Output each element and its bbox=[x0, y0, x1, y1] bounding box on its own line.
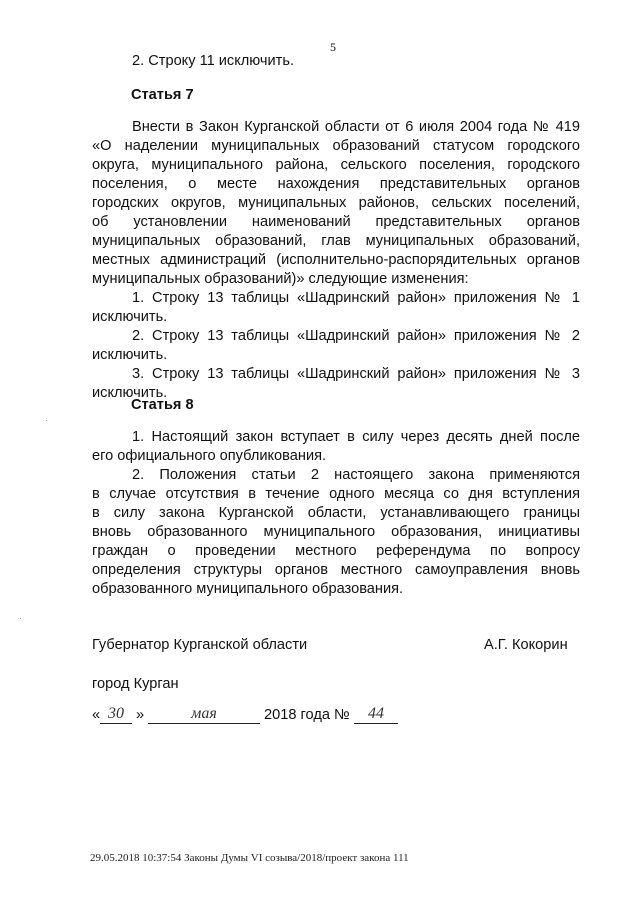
article7-heading: Статья 7 bbox=[131, 87, 194, 103]
article8-line: в силу закона Курганской области, устанавливающего границы bbox=[92, 505, 580, 521]
article8-line: 1. Настоящий закон вступает в силу через десять дней после bbox=[132, 429, 580, 445]
article8-body bbox=[92, 428, 580, 599]
article7-line: исключить. bbox=[92, 385, 168, 401]
number-value: 44 bbox=[368, 705, 384, 722]
article7-line: муниципальных образований, глав муниципальных образований, bbox=[92, 233, 580, 249]
article7-line: местных администраций (исполнительно-распорядительных органов bbox=[92, 252, 580, 268]
month-field bbox=[148, 705, 260, 724]
page-number: 5 bbox=[330, 40, 336, 54]
day-field bbox=[100, 705, 132, 724]
article8-line: в случае отсутствия в течение одного месяца со дня вступления bbox=[92, 486, 580, 502]
article8-line: определения структуры органов местного самоуправления вновь bbox=[92, 562, 580, 578]
article7-body bbox=[92, 118, 580, 403]
article7-line: поселения, о месте нахождения представительных органов bbox=[92, 176, 580, 192]
intro-item: 2. Строку 11 исключить. bbox=[132, 53, 295, 69]
year-text: 2018 года № bbox=[264, 707, 350, 723]
date-line bbox=[92, 702, 412, 726]
article8-line: граждан о проведении местного референдума по вопросу bbox=[92, 543, 580, 559]
article7-line: исключить. bbox=[92, 309, 168, 325]
article8-line: образованного муниципального образования. bbox=[92, 581, 404, 597]
day-value: 30 bbox=[108, 705, 124, 722]
article8-line: его официального опубликования. bbox=[92, 448, 327, 464]
article7-line: округа, муниципального района, сельского поселения, городского bbox=[92, 157, 580, 173]
city: город Курган bbox=[92, 676, 179, 692]
article7-line: 2. Строку 13 таблицы «Шадринский район» приложения № 2 bbox=[132, 328, 580, 344]
article7-line: 3. Строку 13 таблицы «Шадринский район» приложения № 3 bbox=[132, 366, 580, 382]
close-quote: » bbox=[136, 707, 145, 723]
month-value: мая bbox=[191, 705, 217, 722]
article7-line: исключить. bbox=[92, 347, 168, 363]
article7-line: Внести в Закон Курганской области от 6 июля 2004 года № 419 bbox=[132, 119, 580, 135]
article8-line: 2. Положения статьи 2 настоящего закона применяются bbox=[132, 467, 580, 483]
article7-line: 1. Строку 13 таблицы «Шадринский район» приложения № 1 bbox=[132, 290, 580, 306]
number-field bbox=[354, 705, 398, 724]
article7-line: «О наделении муниципальных образований статусом городского bbox=[92, 138, 580, 154]
signature-position: Губернатор Курганской области bbox=[92, 637, 308, 653]
signature-name: А.Г. Кокорин bbox=[484, 637, 568, 653]
open-quote: « bbox=[92, 707, 101, 723]
scan-mark bbox=[20, 618, 21, 619]
footer-file-path: 29.05.2018 10:37:54 Законы Думы VI созыва/2018/проект закона 111 bbox=[90, 852, 409, 864]
scan-mark bbox=[46, 420, 47, 421]
article7-line: об установлении наименований представительных органов bbox=[92, 214, 580, 230]
article7-line: городских округов, муниципальных районов, сельских поселений, bbox=[92, 195, 580, 211]
article8-line: вновь образованного муниципального образования, инициативы bbox=[92, 524, 580, 540]
article7-line: муниципальных образований)» следующие изменения: bbox=[92, 271, 469, 287]
article8-heading: Статья 8 bbox=[131, 397, 194, 413]
